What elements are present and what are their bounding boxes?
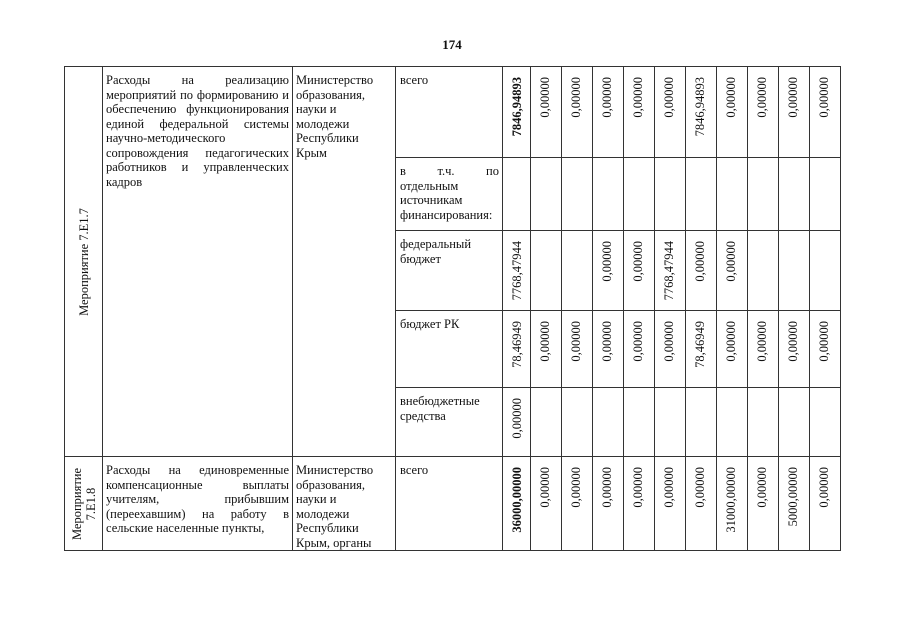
- page-number: 174: [442, 37, 462, 52]
- value-cell: [810, 311, 841, 388]
- value-cell: [655, 231, 686, 311]
- value-cell: [531, 388, 562, 457]
- value-cell: [593, 457, 624, 551]
- value-text: 31000,00000: [724, 467, 738, 533]
- value-text: 0,00000: [538, 77, 552, 118]
- activity-cell: [65, 67, 103, 457]
- value-text: 0,00000: [693, 241, 707, 282]
- value-cell: [593, 311, 624, 388]
- value-cell: [562, 158, 593, 231]
- value-cell: [748, 388, 779, 457]
- value-text: 0,00000: [569, 321, 583, 362]
- value-cell: [717, 457, 748, 551]
- value-cell: [655, 388, 686, 457]
- value-cell: [593, 158, 624, 231]
- value-text: 0,00000: [631, 77, 645, 118]
- activity-cell: [65, 457, 103, 551]
- value-text: 7846,94893: [510, 77, 524, 137]
- value-cell: [717, 231, 748, 311]
- value-cell: [686, 158, 717, 231]
- value-cell: [531, 231, 562, 311]
- value-text: 0,00000: [510, 398, 524, 439]
- value-cell: [779, 231, 810, 311]
- value-cell: [624, 67, 655, 158]
- value-text: 36000,00000: [510, 467, 524, 533]
- value-text: 5000,00000: [786, 467, 800, 527]
- value-text: 0,00000: [662, 77, 676, 118]
- value-cell: [503, 311, 531, 388]
- table-row: [65, 457, 841, 551]
- value-cell: [686, 311, 717, 388]
- value-cell: [717, 158, 748, 231]
- source-label: всего: [396, 457, 503, 551]
- value-cell: [562, 311, 593, 388]
- value-cell: [562, 388, 593, 457]
- value-text: 0,00000: [817, 467, 831, 508]
- value-cell: [531, 158, 562, 231]
- value-cell: [779, 457, 810, 551]
- value-text: 0,00000: [631, 467, 645, 508]
- value-cell: [531, 457, 562, 551]
- source-label: в т.ч. по отдельным источникам финансирования:: [396, 158, 503, 231]
- value-text: 0,00000: [755, 467, 769, 508]
- value-cell: [562, 67, 593, 158]
- value-cell: [686, 231, 717, 311]
- value-text: 7846,94893: [693, 77, 707, 137]
- value-text: 0,00000: [786, 77, 800, 118]
- executor-cell: Министерство образования, науки и молодежи Республики Крым: [293, 67, 396, 457]
- value-cell: [624, 158, 655, 231]
- value-cell: [810, 158, 841, 231]
- value-text: 0,00000: [724, 321, 738, 362]
- value-text: 78,46949: [510, 321, 524, 368]
- value-text: 0,00000: [817, 77, 831, 118]
- value-cell: [503, 388, 531, 457]
- value-cell: [717, 311, 748, 388]
- value-text: 0,00000: [786, 321, 800, 362]
- value-text: 0,00000: [600, 77, 614, 118]
- activity-label: Мероприятие 7.Е1.8: [69, 467, 98, 540]
- activity-label: Мероприятие 7.Е1.7: [76, 207, 91, 316]
- value-cell: [686, 457, 717, 551]
- value-cell: [717, 388, 748, 457]
- value-cell: [562, 231, 593, 311]
- value-text: 0,00000: [724, 241, 738, 282]
- value-cell: [562, 457, 593, 551]
- value-cell: [655, 158, 686, 231]
- value-cell: [748, 231, 779, 311]
- value-text: 0,00000: [693, 467, 707, 508]
- value-text: 0,00000: [569, 467, 583, 508]
- table-row: [65, 67, 841, 158]
- source-label: бюджет РК: [396, 311, 503, 388]
- description-cell: Расходы на единовременные компенсационные выплаты учителям, прибывшим (переехавшим) на работу в сельские населенные пункты,: [103, 457, 293, 551]
- value-cell: [503, 457, 531, 551]
- value-cell: [624, 388, 655, 457]
- value-cell: [624, 311, 655, 388]
- value-cell: [593, 388, 624, 457]
- value-text: 0,00000: [538, 321, 552, 362]
- value-cell: [779, 67, 810, 158]
- value-cell: [655, 311, 686, 388]
- source-label: всего: [396, 67, 503, 158]
- value-text: 0,00000: [600, 467, 614, 508]
- value-text: 7768,47944: [510, 241, 524, 301]
- value-cell: [531, 311, 562, 388]
- value-cell: [531, 67, 562, 158]
- value-text: 0,00000: [755, 77, 769, 118]
- value-text: 78,46949: [693, 321, 707, 368]
- value-cell: [686, 388, 717, 457]
- value-cell: [624, 457, 655, 551]
- value-cell: [748, 67, 779, 158]
- value-cell: [717, 67, 748, 158]
- value-text: 0,00000: [631, 241, 645, 282]
- value-text: 0,00000: [755, 321, 769, 362]
- source-label: внебюджетные средства: [396, 388, 503, 457]
- value-cell: [593, 231, 624, 311]
- value-cell: [503, 158, 531, 231]
- budget-table: [64, 66, 841, 551]
- value-cell: [624, 231, 655, 311]
- value-cell: [810, 388, 841, 457]
- value-text: 0,00000: [600, 321, 614, 362]
- value-cell: [655, 67, 686, 158]
- value-cell: [810, 457, 841, 551]
- value-cell: [503, 67, 531, 158]
- value-cell: [748, 311, 779, 388]
- value-text: 0,00000: [538, 467, 552, 508]
- value-text: 0,00000: [817, 321, 831, 362]
- source-label: федеральный бюджет: [396, 231, 503, 311]
- value-cell: [593, 67, 624, 158]
- value-cell: [686, 67, 717, 158]
- value-cell: [779, 311, 810, 388]
- value-text: 0,00000: [600, 241, 614, 282]
- value-text: 0,00000: [724, 77, 738, 118]
- description-cell: Расходы на реализацию мероприятий по формированию и обеспечению функционирования единой федеральной системы научно-методического сопровождения педагогических работников и управленческих кадров: [103, 67, 293, 457]
- value-cell: [810, 231, 841, 311]
- value-cell: [810, 67, 841, 158]
- value-text: 0,00000: [631, 321, 645, 362]
- executor-cell: Министерство образования, науки и молодежи Республики Крым, органы: [293, 457, 396, 551]
- value-cell: [748, 158, 779, 231]
- value-text: 0,00000: [662, 467, 676, 508]
- value-text: 7768,47944: [662, 241, 676, 301]
- value-text: 0,00000: [569, 77, 583, 118]
- value-cell: [503, 231, 531, 311]
- value-cell: [655, 457, 686, 551]
- value-cell: [748, 457, 779, 551]
- value-cell: [779, 388, 810, 457]
- value-cell: [779, 158, 810, 231]
- value-text: 0,00000: [662, 321, 676, 362]
